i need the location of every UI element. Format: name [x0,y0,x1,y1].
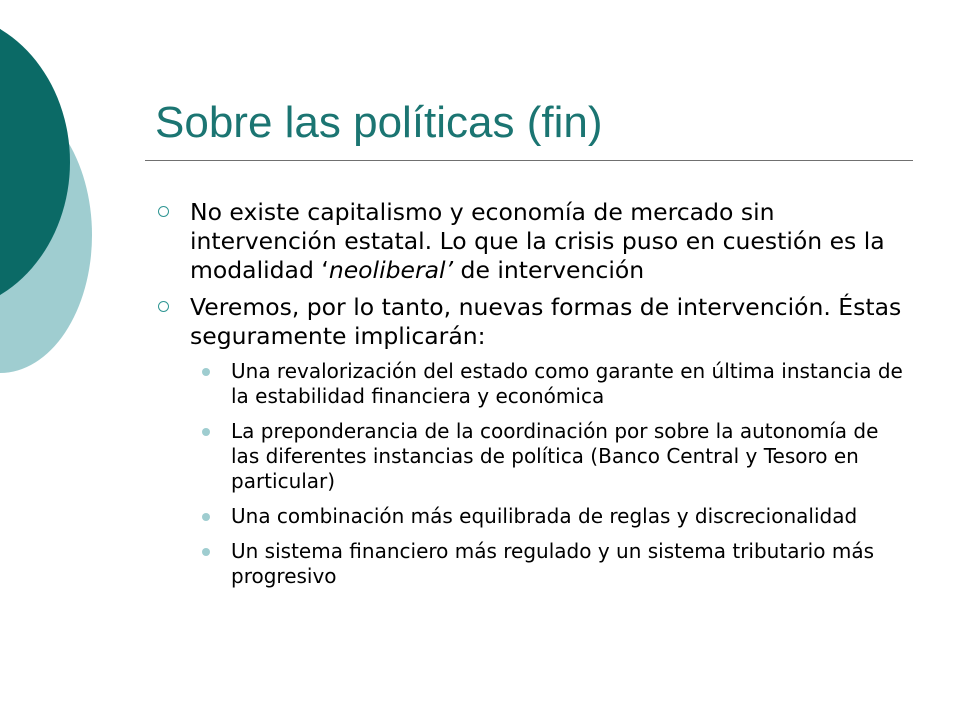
title-divider [145,160,913,161]
bullet-1 [155,198,905,285]
bullet-2 [155,293,905,351]
sub-bullet-3 [155,504,905,529]
bullet-1-text [190,198,905,285]
sub-bullet-4 [155,539,905,589]
dark-teal-circle [0,12,70,312]
light-teal-circle [0,97,92,373]
sub-bullet-1 [155,359,905,409]
sub-bullet-list [155,359,905,589]
sub-bullet-1-text: Una revalorización del estado como garante en última instancia de la estabilidad financiera y económica [231,359,903,408]
filled-dot-icon [202,368,210,376]
bullet-1-italic: neoliberal’ [328,256,454,284]
filled-dot-icon [202,548,210,556]
bullet-1-text-end: de intervención [453,256,645,284]
bullet-1-text-start: No existe capitalismo y economía de mercado sin intervención estatal. Lo que la crisis puso en cuestión es la modalidad ‘ [190,198,885,284]
bullet-2-text: Veremos, por lo tanto, nuevas formas de intervención. Éstas seguramente implicarán: [190,293,902,350]
hollow-circle-icon [158,206,169,217]
sub-bullet-2-text: La preponderancia de la coordinación por sobre la autonomía de las diferentes instancias de política (Banco Central y Tesoro en particular) [231,419,879,493]
sub-bullet-3-text: Una combinación más equilibrada de reglas y discrecionalidad [231,504,858,528]
slide-content [155,198,905,599]
decorative-circles [0,0,120,400]
filled-dot-icon [202,428,210,436]
sub-bullet-2 [155,419,905,494]
filled-dot-icon [202,513,210,521]
sub-bullet-4-text: Un sistema financiero más regulado y un sistema tributario más progresivo [231,539,874,588]
slide-title: Sobre las políticas (fin) [155,98,603,147]
hollow-circle-icon [158,301,169,312]
